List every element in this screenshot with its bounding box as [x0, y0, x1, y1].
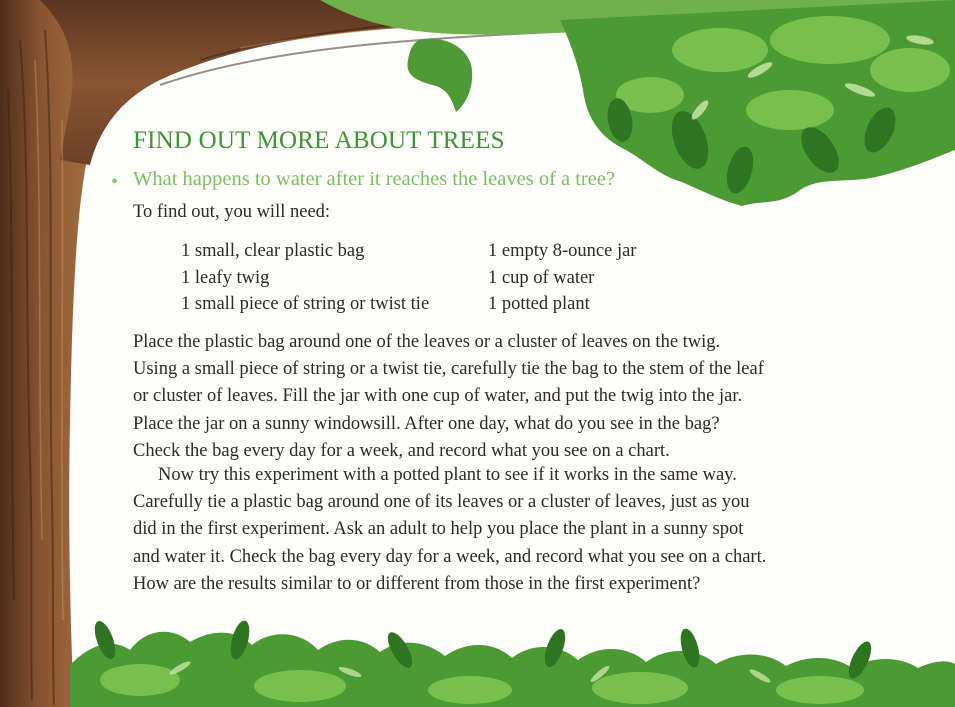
- guiding-question: What happens to water after it reaches the leaves of a tree?: [133, 168, 616, 190]
- material-item: 1 small, clear plastic bag: [181, 241, 365, 261]
- text-line: Carefully tie a plastic bag around one of its leaves or a cluster of leaves, just as you: [133, 492, 750, 513]
- material-item: 1 cup of water: [488, 267, 595, 288]
- bullet-icon: •: [111, 171, 119, 193]
- instructions-paragraph-2: [133, 462, 813, 598]
- material-item: 1 small piece of string or twist tie: [181, 294, 430, 314]
- text-line: How are the results similar to or different from those in the first experiment?: [133, 573, 701, 594]
- materials-list-left: [181, 238, 429, 318]
- section-heading: FIND OUT MORE ABOUT TREES: [133, 127, 505, 154]
- instructions-paragraph-1: [133, 329, 813, 465]
- text-line: did in the first experiment. Ask an adult to help you place the plant in a sunny spot: [133, 519, 744, 540]
- material-item: 1 leafy twig: [181, 267, 270, 288]
- materials-intro: To find out, you will need:: [133, 202, 331, 222]
- material-item: 1 empty 8-ounce jar: [488, 241, 637, 261]
- text-line: Check the bag every day for a week, and record what you see on a chart.: [133, 440, 670, 461]
- materials-list-right: [488, 238, 636, 318]
- material-item: 1 potted plant: [488, 294, 590, 314]
- text-line: Place the plastic bag around one of the leaves or a cluster of leaves on the twig.: [133, 332, 721, 352]
- text-line: and water it. Check the bag every day for a week, and record what you see on a chart.: [133, 546, 767, 567]
- text-line: Now try this experiment with a potted plant to see if it works in the same way.: [158, 465, 737, 485]
- text-line: Using a small piece of string or a twist tie, carefully tie the bag to the stem of the leaf: [133, 359, 764, 380]
- text-line: or cluster of leaves. Fill the jar with one cup of water, and put the twig into the jar.: [133, 386, 743, 407]
- text-line: Place the jar on a sunny windowsill. After one day, what do you see in the bag?: [133, 413, 720, 434]
